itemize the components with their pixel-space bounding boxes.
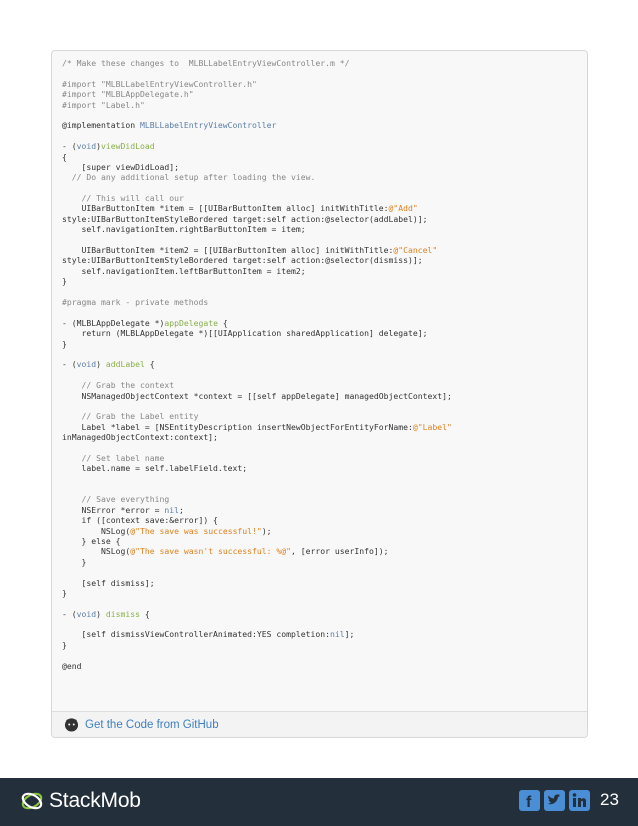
code-line: [62, 328, 581, 338]
code-token: {: [140, 608, 150, 619]
code-token: // This will call our: [62, 193, 184, 204]
code-line: [62, 619, 581, 629]
code-token: // Grab the Label entity: [62, 411, 199, 422]
code-line: [62, 505, 581, 515]
code-line: [62, 183, 581, 193]
code-line: [62, 193, 581, 203]
code-token: // Save everything: [62, 494, 170, 505]
code-line: [62, 609, 581, 619]
code-line: [62, 640, 581, 650]
code-token: } else {: [62, 535, 121, 546]
code-listing-box: [51, 50, 588, 738]
code-token: dismiss: [105, 608, 140, 619]
code-token: label.name = self.labelField.text;: [62, 463, 248, 474]
code-token: void: [76, 141, 97, 152]
code-token: NSLog(: [62, 546, 131, 557]
code-token: ];: [344, 629, 355, 640]
code-token: ): [96, 608, 106, 619]
code-line: [62, 110, 581, 120]
code-token: @"Cancel": [393, 245, 438, 256]
code-line: [62, 120, 581, 130]
code-token: }: [62, 338, 67, 349]
code-token: }: [62, 587, 67, 598]
code-line: [62, 546, 581, 556]
code-token: // Grab the context: [62, 380, 175, 391]
code-token: NSError *error =: [62, 504, 165, 515]
stackmob-logo: [20, 786, 141, 816]
code-line: [62, 515, 581, 525]
code-line: [62, 172, 581, 182]
code-line: [62, 442, 581, 452]
code-token: ;: [178, 504, 184, 515]
stackmob-wordmark: [49, 789, 141, 813]
code-token: );: [261, 525, 272, 536]
code-line: [62, 307, 581, 317]
code-line: [62, 349, 581, 359]
code-token: addLabel: [105, 359, 145, 370]
code-line: [62, 152, 581, 162]
code-token: - (MLBLAppDelegate *): [62, 317, 165, 328]
code-token: #import "MLBLAppDelegate.h": [62, 89, 194, 100]
code-line: [62, 162, 581, 172]
facebook-icon[interactable]: [519, 790, 540, 811]
code-line: [62, 214, 581, 224]
code-line: [62, 557, 581, 567]
code-token: @"Add": [388, 203, 418, 214]
code-line: [62, 287, 581, 297]
code-token: UIBarButtonItem *item = [[UIBarButtonItem alloc] initWithTitle:: [62, 203, 389, 214]
twitter-icon[interactable]: [544, 790, 565, 811]
code-token: /* Make these changes to MLBLLabelEntryViewController.m */: [62, 58, 350, 68]
code-line: [62, 422, 581, 432]
code-line: [62, 650, 581, 660]
github-octocat-icon: [64, 717, 79, 732]
code-line: [62, 68, 581, 78]
code-token: [self dismissViewControllerAnimated:YES completion:: [62, 629, 331, 640]
code-token: @"The save was successful!": [130, 525, 262, 536]
code-line: [62, 266, 581, 276]
code-token: void: [76, 608, 97, 619]
code-line: [62, 359, 581, 369]
code-line: [62, 131, 581, 141]
code-line: [62, 297, 581, 307]
code-line: [62, 598, 581, 608]
code-token: - (: [62, 608, 77, 619]
code-token: @"Label": [412, 421, 452, 432]
code-line: [62, 318, 581, 328]
code-token: style:UIBarButtonItemStyleBordered target:self action:@selector(addLabel)];: [62, 213, 428, 224]
code-token: NSLog(: [62, 525, 131, 536]
code-token: @"The save wasn't successful: %@": [130, 546, 292, 557]
code-token: {: [144, 359, 155, 370]
linkedin-icon[interactable]: [569, 790, 590, 811]
logo-mob-text: Mob: [100, 789, 141, 812]
code-line: [62, 474, 581, 484]
code-token: if ([context save:&error]) {: [62, 515, 218, 526]
code-line: [62, 526, 581, 536]
code-token: @end: [62, 660, 82, 671]
code-line: [62, 661, 581, 671]
code-line: [62, 255, 581, 265]
code-token: nil: [330, 629, 345, 640]
code-token: }: [62, 556, 87, 567]
code-line: [62, 391, 581, 401]
page-number: 23: [600, 790, 619, 809]
page-footer: [0, 778, 638, 826]
code-line: [62, 100, 581, 110]
code-line: [62, 567, 581, 577]
code-line: [62, 484, 581, 494]
code-token: appDelegate: [164, 317, 218, 328]
code-line: [62, 58, 581, 68]
code-token: // Set label name: [62, 452, 165, 463]
code-token: style:UIBarButtonItemStyleBordered target:self action:@selector(dismiss)];: [62, 255, 423, 266]
code-token: void: [76, 359, 97, 370]
code-token: UIBarButtonItem *item2 = [[UIBarButtonItem alloc] initWithTitle:: [62, 245, 394, 256]
logo-stack-text: Stack: [49, 789, 101, 812]
code-token: return (MLBLAppDelegate *)[[UIApplication sharedApplication] delegate];: [62, 328, 428, 339]
code-line: [62, 401, 581, 411]
code-line: [62, 89, 581, 99]
code-token: , [error userInfo]);: [291, 546, 389, 557]
code-line: [62, 629, 581, 639]
code-listing: [62, 58, 581, 671]
code-token: }: [62, 276, 67, 287]
code-token: {: [217, 317, 228, 328]
code-line: [62, 141, 581, 151]
code-token: - (: [62, 359, 77, 370]
github-link-bar[interactable]: [52, 711, 587, 737]
code-line: [62, 203, 581, 213]
code-token: #import "MLBLLabelEntryViewController.h": [62, 78, 257, 89]
code-line: [62, 245, 581, 255]
code-line: [62, 380, 581, 390]
code-token: {: [62, 151, 67, 162]
code-token: }: [62, 639, 67, 650]
code-line: [62, 370, 581, 380]
svg-text:f: f: [526, 794, 532, 811]
code-token: ): [96, 359, 106, 370]
stackmob-logo-icon: [20, 789, 44, 813]
code-line: [62, 463, 581, 473]
code-line: [62, 276, 581, 286]
code-line: [62, 494, 581, 504]
code-token: #pragma mark - private methods: [62, 296, 209, 307]
github-link[interactable]: Get the Code from GitHub: [85, 718, 219, 731]
code-token: // Do any additional setup after loading the view.: [62, 172, 316, 183]
code-line: [62, 79, 581, 89]
code-token: ): [96, 141, 101, 152]
code-token: self.navigationItem.leftBarButtonItem = item2;: [62, 265, 306, 276]
code-line: [62, 235, 581, 245]
code-line: [62, 536, 581, 546]
code-token: MLBLLabelEntryViewController: [139, 120, 277, 131]
code-line: [62, 578, 581, 588]
code-line: [62, 453, 581, 463]
code-token: #import "Label.h": [62, 99, 145, 110]
code-line: [62, 224, 581, 234]
code-token: viewDidLoad: [101, 141, 155, 152]
code-token: [super viewDidLoad];: [62, 161, 179, 172]
code-token: self.navigationItem.rightBarButtonItem = item;: [62, 224, 306, 235]
code-token: inManagedObjectContext:context];: [62, 432, 218, 443]
code-token: - (: [62, 141, 77, 152]
code-token: nil: [164, 504, 179, 515]
code-token: NSManagedObjectContext *context = [[self appDelegate] managedObjectContext];: [62, 390, 452, 401]
code-line: [62, 411, 581, 421]
code-token: Label *label = [NSEntityDescription insertNewObjectForEntityForName:: [62, 421, 413, 432]
code-token: @implementation: [62, 120, 140, 131]
code-line: [62, 588, 581, 598]
code-line: [62, 339, 581, 349]
code-line: [62, 432, 581, 442]
code-token: [self dismiss];: [62, 577, 155, 588]
